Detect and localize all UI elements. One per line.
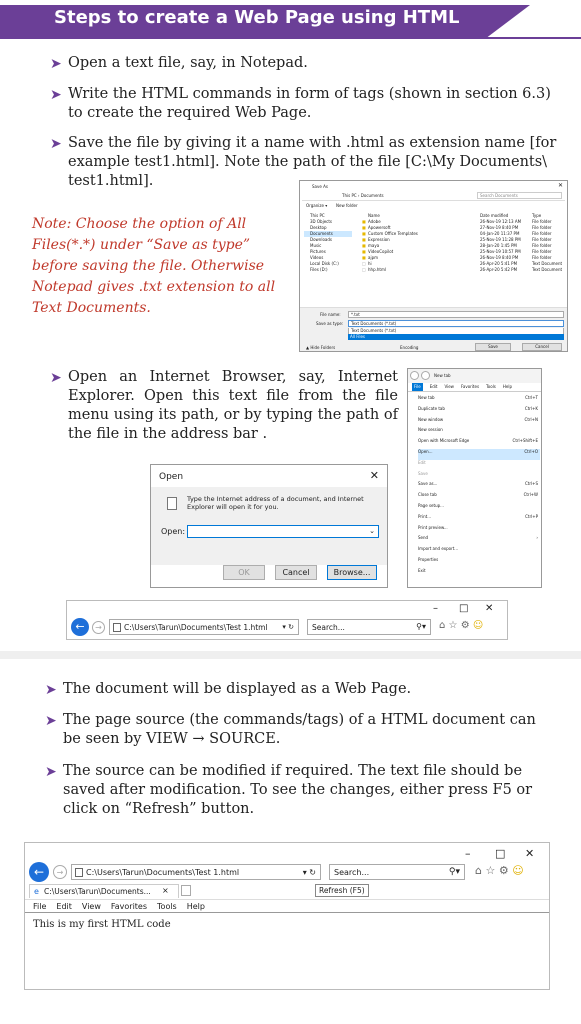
address-text[interactable]: C:\Users\Tarun\Documents\Test 1.html (86, 868, 240, 877)
nav-item[interactable]: Files (D:) (310, 267, 328, 272)
open-dialog-body (151, 487, 388, 565)
ok-button[interactable]: OK (223, 565, 265, 580)
menu-item[interactable]: Page setup... (418, 502, 444, 508)
toolbar-icons (475, 864, 524, 877)
menu-item[interactable]: Properties (418, 556, 439, 562)
bullet-5: ➤ The document will be displayed as a Web Page. (45, 681, 412, 698)
save-type-select[interactable]: Text Documents (*.txt) (348, 320, 564, 327)
dropdown-option-selected[interactable]: All Files (348, 334, 564, 340)
file-name-input[interactable]: *.txt (348, 311, 564, 318)
bullet-1: ➤ Open a text file, say, in Notepad. (50, 55, 308, 72)
search-input[interactable]: Search... (334, 868, 370, 877)
file-row[interactable]: □ hhp.html 26-Apr-20 5:42 PM Text Document (362, 267, 563, 272)
menu-item[interactable]: Close tab Ctrl+W (418, 492, 538, 498)
nav-item[interactable]: Downloads (310, 237, 332, 242)
home-icon[interactable]: ⌂ (475, 864, 482, 877)
ie-menubar (408, 383, 542, 392)
arrow-icon: ➤ (45, 713, 57, 729)
menu-item[interactable]: Send › (418, 535, 538, 541)
page-title: Steps to create a Web Page using HTML (54, 7, 460, 28)
browser-window-1 (66, 600, 508, 640)
file-row[interactable]: ■ maya 28-Jan-20 1:45 PM File folder (362, 243, 552, 248)
back-icon[interactable]: ← (71, 618, 89, 636)
menu-item[interactable]: Print preview... (418, 524, 448, 530)
open-dialog-title: Open (159, 472, 184, 482)
nav-item[interactable]: This PC (310, 213, 325, 218)
gear-icon[interactable]: ⚙ (498, 864, 509, 877)
bullet-4: ➤ Open an Internet Browser, say, Internet Explorer. Open this text file from the file menu using its path, or by typing the path of the file in the address bar . (50, 369, 398, 442)
nav-item[interactable]: Desktop (310, 225, 327, 230)
menu-item[interactable]: New session (418, 427, 443, 433)
menu-item[interactable]: New window Ctrl+N (418, 416, 538, 422)
menu-item[interactable]: Exit (418, 567, 426, 573)
browser-window-2 (24, 842, 550, 990)
refresh-tooltip: Refresh (F5) (315, 884, 369, 897)
favorites-icon[interactable]: ☆ (485, 864, 496, 877)
save-note: Note: Choose the option of All Files(*.*) under “Save as type” before saving the file. Otherwise Notepad gives .txt extension to all Text Documents. (32, 216, 276, 316)
file-row[interactable]: ■ Expression 25-Nov-19 11:28 PM File folder (362, 237, 552, 242)
chevron-down-icon[interactable]: ⌄ (369, 527, 375, 535)
arrow-icon: ➤ (45, 764, 57, 780)
back-icon[interactable] (410, 371, 419, 380)
close-icon[interactable]: ✕ (369, 469, 379, 482)
menu-help[interactable]: Help (186, 902, 205, 911)
document-icon (167, 497, 177, 510)
section-divider (0, 651, 581, 659)
tab-title[interactable]: C:\Users\Tarun\Documents... (44, 887, 151, 896)
search-input[interactable]: Search Documents (477, 192, 562, 199)
forward-icon[interactable]: → (53, 865, 67, 879)
tab-close-icon[interactable]: × (162, 886, 169, 895)
cancel-button[interactable]: Cancel (522, 343, 562, 351)
save-button[interactable]: Save (475, 343, 511, 351)
ie-tab-bar (408, 369, 542, 383)
bullet-6: ➤ The page source (the commands/tags) of a HTML document can be seen by VIEW → SOURCE. (45, 712, 536, 747)
open-dialog-message: Type the Internet address of a document, and Internet Explorer will open it for you. (187, 495, 364, 511)
ie-file-menu-window (407, 368, 542, 588)
hide-folders-button[interactable]: ▲ Hide Folders (306, 345, 336, 350)
file-menu-dropdown (418, 395, 540, 579)
file-row[interactable]: ■ Apowersoft 27-Nov-19 8:40 PM File folder (362, 225, 552, 230)
arrow-icon: ➤ (45, 682, 57, 698)
nav-pane (304, 213, 352, 273)
arrow-icon: ➤ (50, 87, 62, 103)
organize-button[interactable]: Organize ▾ (306, 203, 328, 208)
file-name-label: File name: (320, 312, 341, 317)
search-input[interactable]: Search... (312, 623, 345, 632)
refresh-icon[interactable]: ▾ ↻ (302, 868, 316, 877)
bullet-7: ➤ The source can be modified if required. The text file should be saved after modification. To see the changes, either press F5 or click on “Refresh” button. (45, 763, 533, 817)
bullet-3: ➤ Save the file by giving it a name with .html as extension name [for example test1.html]. Note the path of the file [C:\My Documents\ test1.html]. (50, 135, 557, 189)
nav-item[interactable]: Music (310, 243, 322, 248)
maximize-button[interactable]: □ (459, 603, 469, 614)
address-row (302, 192, 565, 201)
menu-file[interactable]: File (414, 384, 421, 389)
menu-item[interactable]: Open with Microsoft Edge Ctrl+Shift+E (418, 438, 538, 444)
browse-button[interactable]: Browse... (327, 565, 377, 580)
menu-item[interactable]: Edit (418, 459, 426, 465)
menu-item[interactable]: Duplicate tab Ctrl+K (418, 405, 538, 411)
nav-item[interactable]: Local Disk (C:) (310, 261, 339, 266)
menu-tools[interactable]: Tools (486, 384, 496, 389)
search-box[interactable] (329, 864, 465, 880)
open-label: Open: (161, 527, 186, 536)
toolbar-icons (439, 620, 483, 631)
menu-favorites[interactable]: Favorites (110, 902, 148, 911)
address-bar[interactable] (71, 864, 321, 880)
menu-item[interactable]: Print... Ctrl+P (418, 513, 538, 519)
nav-item[interactable]: Pictures (310, 249, 326, 254)
save-type-label: Save as type: (316, 321, 344, 326)
menu-favorites[interactable]: Favorites (460, 384, 480, 389)
encoding-label: Encoding (400, 345, 419, 350)
forward-icon[interactable] (421, 371, 430, 380)
page-content: This is my first HTML code (33, 919, 171, 930)
address-text[interactable]: C:\Users\Tarun\Documents\Test 1.html (124, 623, 268, 632)
menu-tools[interactable]: Tools (157, 902, 177, 911)
file-list-header: Name Date modified Type (368, 213, 542, 218)
home-icon[interactable]: ⌂ (439, 620, 446, 631)
close-button[interactable]: ✕ (485, 603, 494, 614)
save-footer (300, 307, 568, 352)
file-list (362, 213, 562, 273)
new-tab-icon[interactable] (181, 885, 191, 896)
nav-item[interactable]: Videos (310, 255, 324, 260)
maximize-button[interactable]: □ (495, 847, 506, 860)
nav-item[interactable]: Documents (304, 231, 352, 237)
open-dialog (150, 464, 388, 588)
file-row[interactable]: ■ ajpm 26-Nov-19 8:40 PM File folder (362, 255, 552, 260)
menu-file[interactable]: File (33, 902, 47, 911)
smiley-icon[interactable]: ☺ (512, 864, 524, 877)
dialog-title: Save As (312, 184, 328, 189)
save-as-dialog (299, 180, 568, 352)
address-bar[interactable] (109, 619, 299, 635)
ie-icon: e (34, 887, 39, 896)
search-icon[interactable]: ⚲▾ (448, 867, 460, 877)
minimize-button[interactable]: – (465, 847, 471, 860)
forward-icon[interactable]: → (92, 621, 105, 634)
file-row[interactable]: ■ Adobe 26-Nov-19 12:13 AM File folder (362, 219, 552, 224)
cancel-button[interactable]: Cancel (275, 565, 317, 580)
search-icon[interactable]: ⚲▾ (416, 622, 426, 631)
page-icon (113, 623, 121, 632)
menu-edit[interactable]: Edit (429, 384, 438, 389)
arrow-icon: ➤ (50, 370, 62, 386)
file-row[interactable]: ■ VideoCopilot 25-Nov-19 10:57 PM File folder (362, 249, 552, 254)
dropdown-option[interactable]: Text Documents (*.txt) (348, 328, 564, 334)
close-button[interactable]: ✕ (525, 847, 535, 860)
menu-item[interactable]: New tab Ctrl+T (418, 395, 538, 400)
search-box[interactable] (307, 619, 431, 635)
open-url-input[interactable] (187, 525, 379, 538)
menu-item[interactable]: Save as... Ctrl+S (418, 481, 538, 487)
file-row[interactable]: ■ Custom Office Templates 04-Jan-20 11:37 PM File folder (362, 231, 552, 236)
menu-item[interactable]: Save (418, 470, 428, 476)
back-icon[interactable]: ← (29, 862, 49, 882)
menu-view[interactable]: View (444, 384, 454, 389)
banner-underline (0, 37, 581, 39)
ie-tab[interactable]: New tab (434, 373, 451, 378)
nav-item[interactable]: 3D Objects (310, 219, 333, 224)
minimize-button[interactable]: – (433, 603, 438, 614)
favorites-icon[interactable]: ☆ (448, 620, 458, 631)
gear-icon[interactable]: ⚙ (460, 620, 470, 631)
close-icon[interactable]: ✕ (557, 182, 563, 189)
path-breadcrumb[interactable]: This PC › Documents (342, 193, 384, 198)
menu-item-open[interactable]: Open... Ctrl+O (418, 449, 540, 460)
page-icon (75, 868, 83, 877)
menu-item[interactable]: Import and export... (418, 546, 459, 552)
menu-edit[interactable]: Edit (56, 902, 72, 911)
arrow-icon: ➤ (50, 136, 62, 152)
refresh-icon[interactable]: ▾ ↻ (282, 623, 294, 631)
file-row[interactable]: □ hi 26-Apr-20 5:41 PM Text Document (362, 261, 563, 266)
browser-tab[interactable] (29, 884, 179, 898)
menu-view[interactable]: View (81, 902, 101, 911)
browser-menubar (25, 899, 550, 913)
menu-help[interactable]: Help (502, 384, 513, 389)
bullet-2: ➤ Write the HTML commands in form of tags (shown in section 6.3) to create the required Web Page. (50, 86, 551, 121)
smiley-icon[interactable]: ☺ (472, 620, 484, 631)
new-folder-button[interactable]: New folder (336, 203, 358, 208)
arrow-icon: ➤ (50, 56, 62, 72)
